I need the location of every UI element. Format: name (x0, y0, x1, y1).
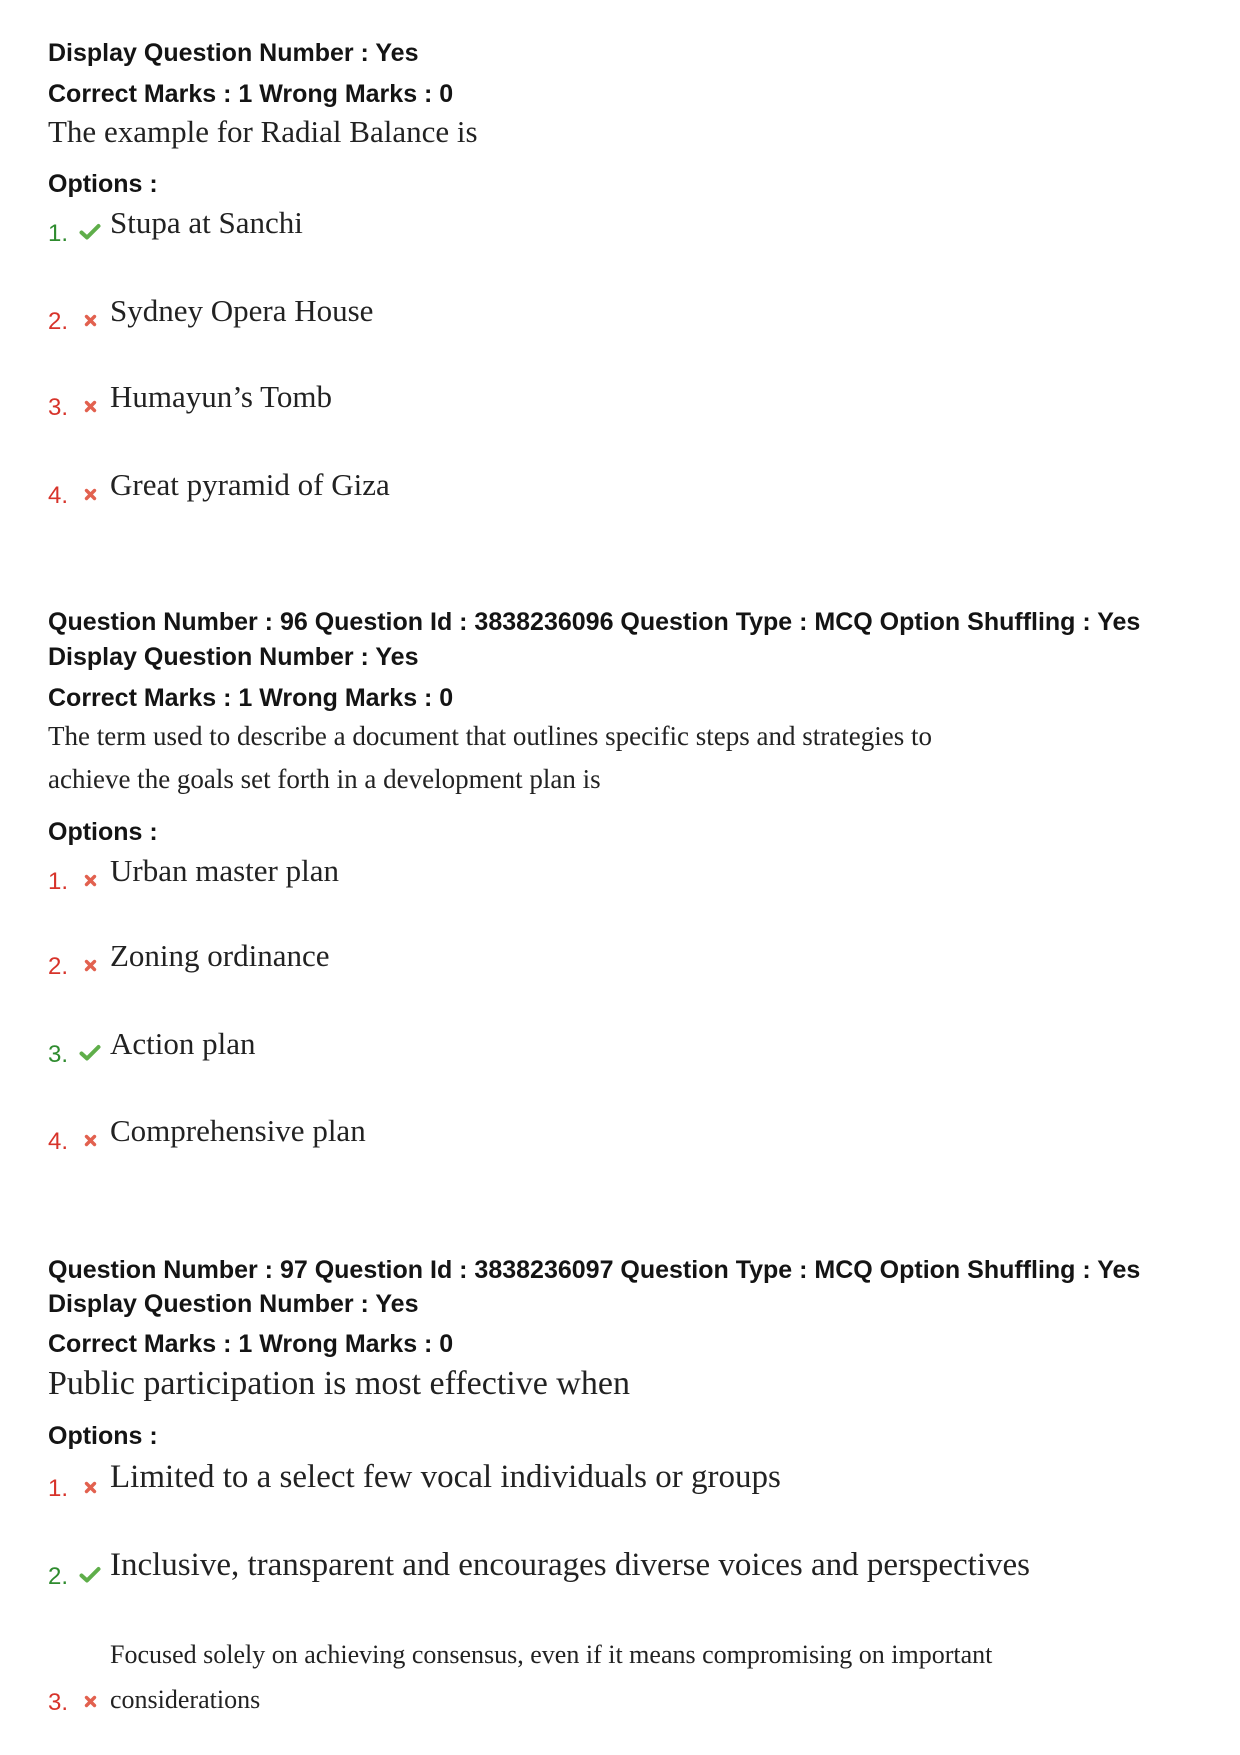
option-row (0, 938, 1240, 982)
option-number: 1. (48, 868, 69, 895)
option-text (110, 1632, 992, 1722)
option-text (110, 204, 303, 242)
question-text (48, 113, 478, 151)
option-row (0, 1459, 1240, 1504)
cross-icon (78, 1128, 102, 1152)
option-text (110, 292, 373, 330)
cross-icon (78, 868, 102, 892)
cross-icon (78, 394, 102, 418)
option-text-line: Focused solely on achieving consensus, even if it means compromising on important (110, 1640, 993, 1669)
option-text-line: Urban master plan (110, 853, 339, 888)
option-text-line: Zoning ordinance (110, 938, 330, 973)
option-text (110, 1545, 1030, 1585)
option-number: 1. (48, 1475, 69, 1502)
question-text (48, 1364, 630, 1404)
cross-icon (78, 1475, 102, 1499)
option-number: 3. (48, 1689, 69, 1716)
question-header: Question Number : 97 Question Id : 3838236097 Question Type : MCQ Option Shuffling : Yes (48, 1256, 1141, 1284)
options-label: Options : (48, 170, 158, 198)
cross-icon (78, 482, 102, 506)
check-icon (78, 220, 102, 244)
check-icon (78, 1563, 102, 1587)
display-question-number: Display Question Number : Yes (48, 643, 419, 671)
option-text-line: Inclusive, transparent and encourages diverse voices and perspectives (110, 1547, 1030, 1583)
question-header: Question Number : 96 Question Id : 3838236096 Question Type : MCQ Option Shuffling : Yes (48, 608, 1141, 636)
question-text-line: The example for Radial Balance is (48, 114, 478, 149)
option-text-line: considerations (110, 1685, 261, 1714)
option-text-line: Action plan (110, 1026, 256, 1061)
option-number: 2. (48, 1563, 69, 1590)
option-number: 1. (48, 220, 69, 247)
option-row (0, 293, 1240, 337)
option-text-line: Sydney Opera House (110, 293, 374, 328)
marks-info: Correct Marks : 1 Wrong Marks : 0 (48, 684, 454, 712)
check-icon (78, 1041, 102, 1065)
option-text-line: Comprehensive plan (110, 1113, 366, 1148)
option-row (0, 467, 1240, 511)
display-question-number: Display Question Number : Yes (48, 1290, 419, 1318)
option-text-line: Great pyramid of Giza (110, 467, 390, 502)
cross-icon (78, 308, 102, 332)
options-label: Options : (48, 818, 158, 846)
cross-icon (78, 953, 102, 977)
option-text-line: Limited to a select few vocal individuals or groups (110, 1459, 781, 1495)
option-row (0, 1026, 1240, 1070)
option-number: 3. (48, 1041, 69, 1068)
option-number: 2. (48, 953, 69, 980)
option-number: 3. (48, 394, 69, 421)
option-row (0, 1640, 1240, 1718)
option-text (110, 1025, 256, 1063)
option-number: 4. (48, 1128, 69, 1155)
option-text (110, 937, 330, 975)
option-number: 2. (48, 308, 69, 335)
option-text-line: Stupa at Sanchi (110, 205, 303, 240)
option-number: 4. (48, 482, 69, 509)
option-text-line: Humayun’s Tomb (110, 379, 333, 414)
display-question-number: Display Question Number : Yes (48, 39, 419, 67)
option-row (0, 853, 1240, 897)
option-text (110, 1112, 366, 1150)
question-text-line: The term used to describe a document that outlines specific steps and strategies to (48, 721, 932, 751)
option-row (0, 205, 1240, 249)
option-text (110, 852, 339, 890)
question-text-line: Public participation is most effective when (48, 1365, 630, 1402)
option-row (0, 1547, 1240, 1592)
question-text (48, 715, 932, 801)
marks-info: Correct Marks : 1 Wrong Marks : 0 (48, 80, 454, 108)
option-text (110, 1457, 781, 1497)
question-text-line: achieve the goals set forth in a development plan is (48, 764, 601, 794)
option-text (110, 378, 332, 416)
option-row (0, 379, 1240, 423)
marks-info: Correct Marks : 1 Wrong Marks : 0 (48, 1330, 454, 1358)
option-text (110, 466, 390, 504)
options-label: Options : (48, 1422, 158, 1450)
cross-icon (78, 1689, 102, 1713)
option-row (0, 1113, 1240, 1157)
